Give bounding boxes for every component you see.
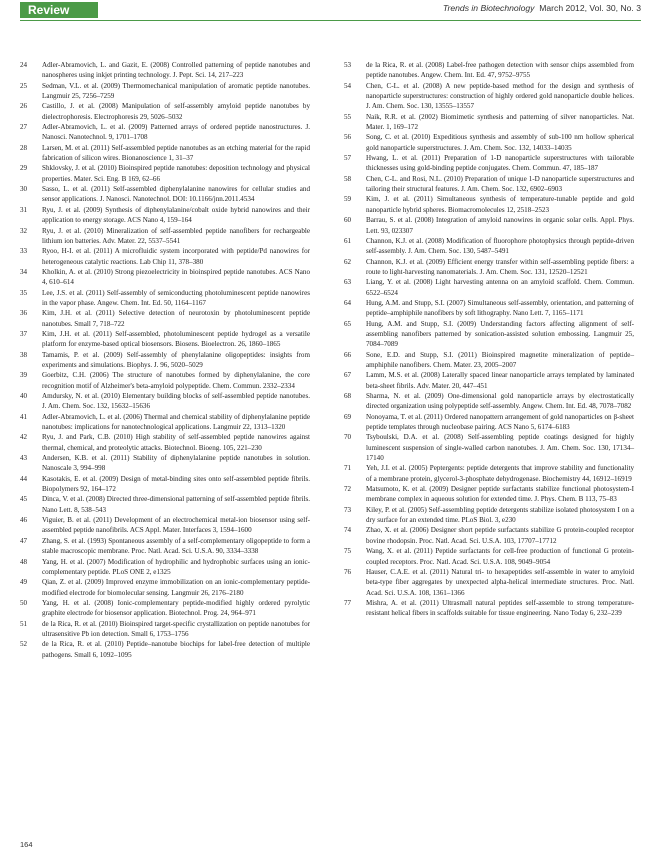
reference-number: 31 [20, 205, 28, 214]
reference-text: Kiley, P. et al. (2005) Self-assembling peptide detergents stabilize isolated photosystem I on a dry surface for an extended time. PLoS Biol. 3, e230 [366, 505, 634, 525]
reference-text: Sasso, L. et al. (2011) Self-assembled diphenylalanine nanowires for cellular studies and sensor applications. J. Nanosci. Nanotechnol. DOI: 10.1166/jnn.2011.4534 [42, 185, 310, 204]
reference-number: 60 [344, 216, 352, 225]
reference-entry [344, 257, 634, 278]
reference-text: Kim, J.H. et al. (2011) Selective detection of neurotoxin by photoluminescent peptide nanotubes. Small 7, 718–722 [42, 309, 310, 328]
journal-issue: March 2012, Vol. 30, No. 3 [539, 3, 641, 13]
reference-entry [344, 298, 634, 319]
reference-number: 25 [20, 81, 28, 90]
reference-number: 28 [20, 143, 28, 152]
reference-text: Larsen, M. et al. (2011) Self-assembled peptide nanotubes as an etching material for the rapid fabrication of silicon wires. Bionanoscience 1, 31–37 [42, 143, 310, 163]
reference-number: 24 [20, 61, 28, 69]
reference-text: Mishra, A. et al. (2011) Ultrasmall natural peptides self-assemble to strong temperature-resistant helical fibers in scaffolds suitable for tissue engineering. Nano Today 6, 232–239 [366, 598, 634, 618]
reference-number: 71 [344, 464, 352, 473]
reference-entry [20, 329, 310, 350]
reference-text: Hung, A.M. and Stupp, S.I. (2007) Simultaneous self-assembly, orientation, and patterning of peptide–amphiphile nanofibers by soft lithography. Nano Lett. 7, 1165–1171 [366, 298, 634, 318]
reference-column-right [344, 60, 634, 619]
reference-text: Kholkin, A. et al. (2010) Strong piezoelectricity in bioinspired peptide nanotubes. ACS Nano 4, 610–614 [42, 267, 310, 287]
reference-entry [20, 639, 310, 660]
reference-number: 74 [344, 526, 352, 535]
reference-number: 37 [20, 329, 28, 338]
reference-text: Naik, R.R. et al. (2002) Biomimetic synthesis and patterning of silver nanoparticles. Nat. Mater. 1, 169–172 [366, 112, 634, 132]
reference-entry [344, 153, 634, 174]
reference-entry [344, 567, 634, 598]
reference-entry [344, 350, 634, 371]
reference-entry [20, 226, 310, 247]
reference-text: Lamm, M.S. et al. (2008) Laterally spaced linear nanoparticle arrays templated by laminated beta-sheet fibrils. Adv. Mater. 20, 447–451 [366, 371, 634, 390]
reference-text: Yeh, J.I. et al. (2005) Peptergents: peptide detergents that improve stability and functionality of a membrane protein, glycerol-3-phosphate dehydrogenase. Biochemistry 44, 16912–16919 [366, 464, 634, 483]
reference-text: Ryu, J. et al. (2010) Mineralization of self-assembled peptide nanofibers for rechargeable lithium ion batteries. Adv. Mater. 22, 5537–5541 [42, 226, 310, 245]
reference-number: 39 [20, 371, 28, 380]
reference-text: Hung, A.M. and Stupp, S.I. (2009) Understanding factors affecting alignment of self-assembling nanofibers patterned by sonication-assisted solution embossing. Langmuir 25, 7084–7089 [366, 319, 634, 349]
reference-entry [20, 288, 310, 309]
reference-text: Nonoyama, T. et al. (2011) Ordered nanopattern arrangement of gold nanoparticles on β-sheet peptide templates through nucleobase pairing. ACS Nano 5, 6174–6183 [366, 412, 634, 432]
reference-text: Kasotakis, E. et al. (2009) Design of metal-binding sites onto self-assembled peptide fibrils. Biopolymers 92, 164–172 [42, 474, 310, 494]
reference-column-left [20, 60, 310, 660]
reference-entry [20, 267, 310, 288]
reference-number: 46 [20, 516, 28, 525]
reference-entry [344, 546, 634, 567]
reference-entry [20, 350, 310, 371]
reference-entry [344, 525, 634, 546]
reference-entry [20, 391, 310, 412]
reference-text: Hwang, L. et al. (2011) Preparation of 1-D nanoparticle superstructures with tailorable thicknesses using gold-binding peptide conjugates. Chem. Commun. 47, 185–187 [366, 154, 634, 173]
reference-entry [20, 101, 310, 122]
reference-number: 73 [344, 505, 352, 514]
reference-number: 36 [20, 309, 28, 318]
reference-entry [20, 619, 310, 640]
section-tag: Review [20, 2, 98, 18]
reference-entry [344, 370, 634, 391]
reference-text: Zhao, X. et al. (2006) Designer short peptide surfactants stabilize G protein-coupled receptor bovine rhodopsin. Proc. Natl. Acad. Sci. U.S.A. 103, 17707–17712 [366, 526, 634, 545]
reference-number: 77 [344, 598, 352, 607]
reference-text: Andersen, K.B. et al. (2011) Stability of diphenylalanine peptide nanotubes in solution. Nanoscale 3, 994–998 [42, 454, 310, 473]
page-header [0, 0, 667, 20]
reference-text: Song, C. et al. (2010) Expeditious synthesis and assembly of sub-100 nm hollow spherical gold nanoparticle superstructures. J. Am. Chem. Soc. 132, 14033–14035 [366, 133, 634, 152]
reference-number: 30 [20, 185, 28, 194]
reference-number: 26 [20, 102, 28, 111]
reference-entry [344, 391, 634, 412]
reference-text: Lee, J.S. et al. (2011) Self-assembly of semiconducting photoluminescent peptide nanowires in the vapor phase. Angew. Chem. Int. Ed. 50, 1164–1167 [42, 288, 310, 307]
reference-text: Hauser, C.A.E. et al. (2011) Natural tri- to hexapeptides self-assemble in water to amyloid beta-type fiber aggregates by unexpected alpha-helical intermediate structures. Proc. Natl. Acad. Sci. U.S.A. 108, 1361–1366 [366, 567, 634, 597]
reference-text: Zhang, S. et al. (1993) Spontaneous assembly of a self-complementary oligopeptide to form a stable macroscopic membrane. Proc. Natl. Acad. Sci. U.S.A. 90, 3334–3338 [42, 536, 310, 556]
reference-number: 61 [344, 236, 352, 245]
reference-text: Viguier, B. et al. (2011) Development of an electrochemical metal-ion biosensor using self-assembled peptide nanofibrils. ACS Appl. Mater. Interfaces 3, 1594–1600 [42, 516, 310, 535]
reference-text: Ryu, J. and Park, C.B. (2010) High stability of self-assembled peptide nanowires against thermal, chemical, and proteolytic attacks. Biotechnol. Bioeng. 105, 221–230 [42, 433, 310, 452]
reference-entry [344, 174, 634, 195]
reference-entry [344, 505, 634, 526]
reference-text: Sone, E.D. and Stupp, S.I. (2011) Bioinspired magnetite mineralization of peptide–amphiphile nanofibers. Chem. Mater. 23, 2005–2007 [366, 350, 634, 369]
reference-text: Channon, K.J. et al. (2008) Modification of fluorophore photophysics through peptide-driven self-assembly. J. Am. Chem. Soc. 130, 5487–5491 [366, 236, 634, 256]
reference-text: Goerbitz, C.H. (2006) The structure of nanotubes formed by diphenylalanine, the core recognition motif of Alzheimer's beta-amyloid polypeptide. Chem. Commun. 2332–2334 [42, 371, 310, 390]
reference-number: 53 [344, 61, 352, 69]
journal-citation [443, 3, 641, 13]
reference-entry [20, 453, 310, 474]
journal-name: Trends in Biotechnology [442, 3, 535, 13]
reference-entry [344, 194, 634, 215]
reference-entry [344, 319, 634, 350]
reference-text: Yang, H. et al. (2007) Modification of hydrophilic and hydrophobic surfaces using an ionic-complementary peptide. PLoS ONE 2, e1325 [42, 557, 310, 576]
reference-number: 65 [344, 319, 352, 328]
reference-text: Adler-Abramovich, L. et al. (2009) Patterned arrays of ordered peptide nanostructures. J. Nanosci. Nanotechnol. 9, 1701–1708 [42, 123, 310, 142]
reference-entry [20, 143, 310, 164]
reference-number: 44 [20, 474, 28, 483]
reference-number: 72 [344, 485, 352, 494]
reference-number: 38 [20, 350, 28, 359]
reference-entry [344, 236, 634, 257]
reference-text: Yang, H. et al. (2008) Ionic-complementary peptide-modified highly ordered pyrolytic graphite electrode for biosensor application. Biotechnol. Prog. 24, 964–971 [42, 598, 310, 618]
reference-entry [344, 112, 634, 133]
reference-text: Matsumoto, K. et al. (2009) Designer peptide surfactants stabilize functional photosystem-I membrane complex in aqueous solution for extended time. J. Phys. Chem. B 113, 75–83 [366, 485, 634, 504]
reference-entry [20, 308, 310, 329]
reference-entry [344, 432, 634, 463]
reference-text: de la Rica, R. et al. (2008) Label-free pathogen detection with sensor chips assembled from peptide nanotubes. Angew. Chem. Int. Ed. 47, 9752–9755 [366, 61, 634, 80]
reference-text: Shklovsky, J. et al. (2010) Bioinspired peptide nanotubes: deposition technology and physical properties. Mater. Sci. Eng. B 169, 62–66 [42, 164, 310, 183]
reference-text: Kim, J.H. et al. (2011) Self-assembled, photoluminescent peptide hydrogel as a versatile platform for enzyme-based optical biosensors. Biosens. Bioelectron. 26, 1860–1865 [42, 329, 310, 349]
reference-text: Qian, Z. et al. (2009) Improved enzyme immobilization on an ionic-complementary peptide-modified electrode for biomolecular sensing. Langmuir 26, 2176–2180 [42, 578, 310, 597]
reference-entry [20, 598, 310, 619]
reference-number: 69 [344, 412, 352, 421]
reference-text: de la Rica, R. et al. (2010) Peptide–nanotube biochips for label-free detection of multiple pathogens. Small 6, 1092–1095 [42, 640, 310, 659]
reference-number: 76 [344, 567, 352, 576]
reference-entry [344, 277, 634, 298]
reference-entry [344, 484, 634, 505]
reference-number: 33 [20, 247, 28, 256]
reference-number: 55 [344, 112, 352, 121]
reference-text: Tamamis, P. et al. (2009) Self-assembly of phenylalanine oligopeptides: insights from experiments and simulations. Biophys. J. 96, 5020–5029 [42, 350, 310, 369]
reference-entry [20, 205, 310, 226]
reference-text: Tsyboulski, D.A. et al. (2008) Self-assembling peptide coatings designed for highly luminescent suspension of single-walled carbon nanotubes. J. Am. Chem. Soc. 130, 17134–17140 [366, 433, 634, 463]
reference-entry [20, 122, 310, 143]
reference-text: Liang, Y. et al. (2008) Light harvesting antenna on an amyloid scaffold. Chem. Commun. 6522–6524 [366, 278, 634, 297]
reference-entry [344, 60, 634, 81]
reference-number: 67 [344, 371, 352, 380]
reference-entry [344, 81, 634, 112]
reference-text: Wang, X. et al. (2011) Peptide surfactants for cell-free production of functional G protein-coupled receptors. Proc. Natl. Acad. Sci. U.S.A. 108, 9049–9054 [366, 547, 634, 566]
reference-number: 64 [344, 298, 352, 307]
reference-entry [344, 412, 634, 433]
reference-text: Sharma, N. et al. (2009) One-dimensional gold nanoparticle arrays by electrostatically directed organization using polypeptide self-assembly. Angew. Chem. Int. Ed. 48, 7078–7082 [366, 392, 634, 411]
reference-entry [20, 163, 310, 184]
reference-number: 48 [20, 557, 28, 566]
reference-text: Adler-Abramovich, L. and Gazit, E. (2008) Controlled patterning of peptide nanotubes and nanospheres using inkjet printing technology. J. Pept. Sci. 14, 217–223 [42, 61, 310, 80]
reference-entry [20, 412, 310, 433]
reference-number: 42 [20, 433, 28, 442]
reference-entry [344, 215, 634, 236]
reference-number: 56 [344, 133, 352, 142]
reference-text: Amdursky, N. et al. (2010) Elementary building blocks of self-assembled peptide nanotubes. J. Am. Chem. Soc. 132, 15632–15636 [42, 392, 310, 411]
reference-number: 34 [20, 267, 28, 276]
reference-number: 59 [344, 195, 352, 204]
reference-entry [20, 557, 310, 578]
reference-text: Castillo, J. et al. (2008) Manipulation of self-assembly amyloid peptide nanotubes by dielectrophoresis. Electrophoresis 29, 5026–5032 [42, 102, 310, 121]
reference-number: 45 [20, 495, 28, 504]
reference-number: 52 [20, 640, 28, 649]
reference-number: 27 [20, 123, 28, 132]
reference-number: 51 [20, 619, 28, 628]
reference-entry [20, 81, 310, 102]
reference-entry [20, 60, 310, 81]
reference-text: Chen, C-L. et al. (2008) A new peptide-based method for the design and synthesis of nanoparticle superstructures: construction of highly ordered gold nanoparticle double helices. J. Am. Chem. Soc. 130, 13555–13557 [366, 81, 634, 111]
reference-text: Sedman, V.L. et al. (2009) Thermomechanical manipulation of aromatic peptide nanotubes. Langmuir 25, 7256–7259 [42, 81, 310, 101]
reference-number: 62 [344, 257, 352, 266]
reference-text: Ryoo, H-I. et al. (2011) A microfluidic system incorporated with peptide/Pd nanowires for heterogeneous catalytic reactions. Lab Chip 11, 378–380 [42, 247, 310, 266]
reference-number: 66 [344, 350, 352, 359]
page-number: 164 [20, 840, 33, 849]
reference-number: 43 [20, 454, 28, 463]
reference-text: Ryu, J. et al. (2009) Synthesis of diphenylalanine/cobalt oxide hybrid nanowires and their application to energy storage. ACS Nano 4, 159–164 [42, 205, 310, 225]
reference-entry [344, 598, 634, 619]
reference-entry [20, 474, 310, 495]
reference-text: Barrau, S. et al. (2008) Integration of amyloid nanowires in organic solar cells. Appl. Phys. Lett. 93, 023307 [366, 216, 634, 235]
reference-text: Chen, C-L. and Rosi, N.L. (2010) Preparation of unique 1-D nanoparticle superstructures and tailoring their structural features. J. Am. Chem. Soc. 132, 6902–6903 [366, 174, 634, 194]
reference-number: 58 [344, 174, 352, 183]
reference-text: Channon, K.J. et al. (2009) Efficient energy transfer within self-assembling peptide fibers: a route to light-harvesting nanomaterials. J. Am. Chem. Soc. 131, 12520–12521 [366, 257, 634, 276]
reference-entry [20, 432, 310, 453]
reference-text: Dinca, V. et al. (2008) Directed three-dimensional patterning of self-assembled peptide fibrils. Nano Lett. 8, 538–543 [42, 495, 310, 514]
reference-entry [20, 577, 310, 598]
header-divider [20, 20, 641, 21]
reference-entry [20, 184, 310, 205]
reference-number: 75 [344, 547, 352, 556]
reference-number: 35 [20, 288, 28, 297]
reference-entry [344, 463, 634, 484]
reference-entry [20, 246, 310, 267]
reference-entry [20, 515, 310, 536]
reference-text: Adler-Abramovich, L. et al. (2006) Thermal and chemical stability of diphenylalanine peptide nanotubes: implications for nanotechnological applications. Langmuir 22, 1313–1320 [42, 412, 310, 432]
reference-number: 68 [344, 392, 352, 400]
reference-number: 32 [20, 226, 28, 235]
reference-number: 54 [344, 81, 352, 90]
reference-number: 29 [20, 164, 28, 173]
reference-entry [20, 370, 310, 391]
reference-number: 63 [344, 278, 352, 287]
reference-text: de la Rica, R. et al. (2010) Bioinspired target-specific crystallization on peptide nanotubes for ultrasensitive Pb ion detection. Small 6, 1753–1756 [42, 619, 310, 638]
reference-number: 70 [344, 433, 352, 442]
reference-number: 49 [20, 578, 28, 587]
reference-entry [20, 536, 310, 557]
reference-entry [20, 494, 310, 515]
reference-number: 41 [20, 412, 28, 421]
reference-number: 50 [20, 598, 28, 607]
reference-text: Kim, J. et al. (2011) Simultaneous synthesis of temperature-tunable peptide and gold nanoparticle hybrid spheres. Biomacromolecules 12, 2518–2523 [366, 195, 634, 214]
reference-number: 57 [344, 154, 352, 163]
reference-number: 40 [20, 392, 28, 400]
reference-number: 47 [20, 536, 28, 545]
reference-entry [344, 132, 634, 153]
